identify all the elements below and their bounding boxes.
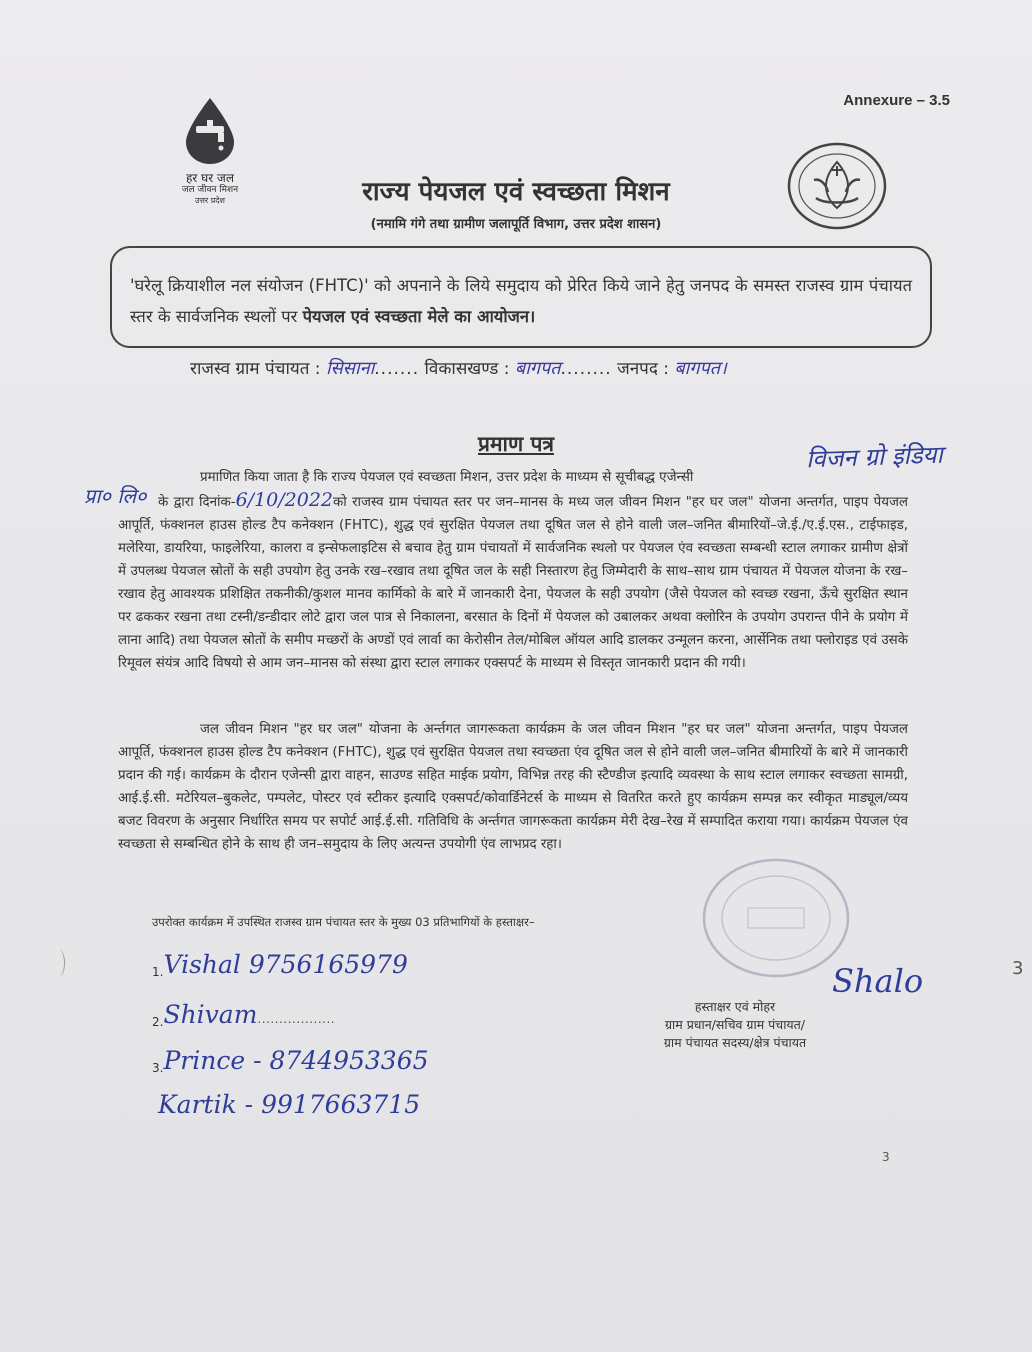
para2-text: जल जीवन मिशन "हर घर जल" योजना के अर्न्तगत जागरूकता कार्यक्रम के जल जीवन मिशन "हर घर जल" योजना अन्तर्गत, पाइप पेयजल आपूर्ति, फंक्शनल हाउस होल्ड टैप कनेक्शन (FHTC), शुद्ध एवं सुरक्षित पेयजल तथा स्वच्छता एंव दूषित जल से होने वाली जल–जनित बीमारियों के बारे में जानकारी प्रदान की गई। कार्यक्रम के दौरान एजेन्सी द्वारा वाहन, साउण्ड सहित माईक प्रयोग, विभिन्न तरह की स्टैण्डीज इत्यादि व्यवस्था के साथ स्टाल लगाकर स्वच्छता सामग्री, आई.ई.सी. मटेरियल–बुकलेट, पम्पलेट, पोस्टर एवं स्टीकर इत्यादि एक्सपर्ट/कोवार्डिनेटर्स के माध्यम से वितरित करते हुए कार्यक्रम सम्पन्न कर स्वीकृत माड्यूल/व्यय बजट विवरण के अनुसार निर्धारित समय पर सपोर्ट आई.ई.सी. गतिविधि के अर्न्तगत जागरूकता कार्यक्रम मेरी देख–रेख में सम्पादित कराया गया। कार्यक्रम पेयजल एंव स्वच्छता से सम्बन्धित होने के साथ ही जन–समुदाय के लिए अत्यन्त उपयोगी एंव लाभप्रद रहा। [118, 722, 908, 852]
panchayat-value: सिसाना [325, 358, 375, 379]
mission-title: राज्य पेयजल एवं स्वच्छता मिशन [362, 177, 670, 207]
mission-subtitle: (नमामि गंगे तथा ग्रामीण जलापूर्ति विभाग, उत्तर प्रदेश शासन) [370, 217, 662, 232]
panchayat-label: राजस्व ग्राम पंचायत : [190, 359, 321, 379]
agency-name-handwritten: विजन ग्रो इंडिया [805, 440, 944, 474]
participant-handwriting: Shivam [163, 1000, 258, 1029]
participant-handwriting: Prince - 8744953365 [163, 1046, 429, 1075]
signatory-line-2: ग्राम प्रधान/सचिव ग्राम पंचायत/ [664, 1017, 806, 1032]
signatory-block [620, 998, 850, 1052]
signatory-line-3: ग्राम पंचायत सदस्य/क्षेत्र पंचायत [663, 1035, 807, 1050]
participants-intro: उपरोक्त कार्यक्रम में उपस्थित राजस्व ग्राम पंचायत स्तर के मुख्य 03 प्रतिभागियों के हस्ताक्षर– [152, 915, 535, 929]
participant-number: 2. [152, 1015, 164, 1029]
signatory-line-1: हस्ताक्षर एवं मोहर [694, 999, 776, 1014]
annexure-label: Annexure – 3.5 [843, 92, 950, 109]
certificate-paragraph-2 [118, 718, 908, 856]
margin-mark-bottom: 3 [882, 1150, 890, 1164]
para1-part-a: प्रमाणित किया जाता है कि राज्य पेयजल एवं स्वच्छता मिशन, उत्तर प्रदेश के माध्यम से सूचीबद्ध एजेन्सी [200, 470, 694, 485]
block-value: बागपत [514, 358, 561, 379]
event-description-box [110, 246, 932, 348]
event-text-bold: पेयजल एवं स्वच्छता मेले का आयोजन। [302, 307, 536, 326]
participant-handwriting: Vishal 9756165979 [163, 950, 408, 979]
participant-handwriting: Kartik - 9917663715 [158, 1090, 421, 1119]
para1-part-b: के द्वारा दिनांक- [158, 495, 236, 510]
logo-line-2: जल जीवन मिशन [181, 185, 239, 195]
participant-signature-4 [158, 1090, 420, 1119]
block-label: विकासखण्ड : [424, 359, 510, 379]
agency-suffix-handwritten: प्रा० लि० [84, 484, 147, 508]
district-label: जनपद : [617, 359, 669, 379]
location-line: राजस्व ग्राम पंचायत : सिसाना....... विकासखण्ड : बागपत........ जनपद : बागपत। [190, 358, 727, 379]
signatory-signature-handwritten: Shalo [832, 962, 924, 1000]
water-drop-tap-icon [180, 96, 240, 166]
logo-line-1: हर घर जल [186, 171, 234, 185]
punch-hole-mark [54, 950, 65, 976]
logo-line-3: उत्तर प्रदेश [195, 196, 225, 205]
participant-number: 3. [152, 1061, 164, 1075]
event-text: 'घरेलू क्रियाशील नल संयोजन (FHTC)' को अपनाने के लिये समुदाय को प्रेरित किये जाने हेतु जनपद के समस्त राजस्व ग्राम पंचायत स्तर के सार्वजनिक स्थलों पर [130, 276, 912, 326]
certificate-paragraph-1 [118, 466, 908, 675]
participant-signature-3 [152, 1046, 429, 1075]
para1-part-c: को राजस्व ग्राम पंचायत स्तर पर जन–मानस के मध्य जल जीवन मिशन "हर घर जल" योजना अन्तर्गत, पाइप पेयजल आपूर्ति, फंक्शनल हाउस होल्ड टैप कनेक्शन (FHTC), शुद्ध एवं सुरक्षित पेयजल तथा दूषित जल से होने वाली जल–जनित बीमारियों–जे.ई./ए.ई.एस., टाईफाइड, मलेरिया, डायरिया, फाइलेरिया, कालरा व इन्सेफलाइटिस से बचाव हेतु ग्राम पंचायतों में सार्वजनिक स्थलो पर पेयजल एंव स्वच्छता सम्बन्धी स्टाल लगाकर ग्रामीण क्षेत्रों में उपलब्ध पेयजल स्रोतों के सही उपयोग हेतु उनके रख–रखाव तथा दूषित जल के सही निस्तारण हेतु जिम्मेदारी के साथ–साथ ग्राम पंचायत में पेयजल योजना के रख–रखाव हेतु आवश्यक प्रशिक्षित तकनीकी/कुशल मानव कार्मिको के बारे में जानकारी देना, पेयजल के सही उपयोग (जैसे पेयजल को स्वच्छ रखना, ऊँचे सुरक्षित स्थान पर ढककर रखना तथा टस्नी/डन्डीदार लोटे द्वारा जल पात्र से निकालना, बरसात के दिनों में पेयजल को उबालकर अथवा क्लोरिन के उपयोग उपरान्त पीने के प्रयोग में लाना आदि) तथा पेयजल स्रोतों के समीप मच्छरों के अण्डों एवं लार्वा का केरोसीन तेल/मोबिल ऑयल आदि डालकर उन्मूलन करना, आर्सेनिक तथा फ्लोराइड एवं उसके रिमूवल संयंत्र आदि विषयो से आम जन–मानस को संस्था द्वारा स्टाल लगाकर एक्सपर्ट के माध्यम से विस्तृत जानकारी प्रदान की गयी। [118, 495, 908, 671]
certificate-title: प्रमाण पत्र [478, 432, 554, 456]
participant-signature-1 [152, 950, 408, 979]
participant-signature-2: 2.Shivam.................. [152, 1000, 336, 1029]
district-value: बागपत। [674, 358, 727, 379]
event-date-handwritten: 6/10/2022 [235, 489, 334, 511]
margin-mark-right: 3 [1012, 958, 1024, 979]
participant-number: 1. [152, 965, 164, 979]
